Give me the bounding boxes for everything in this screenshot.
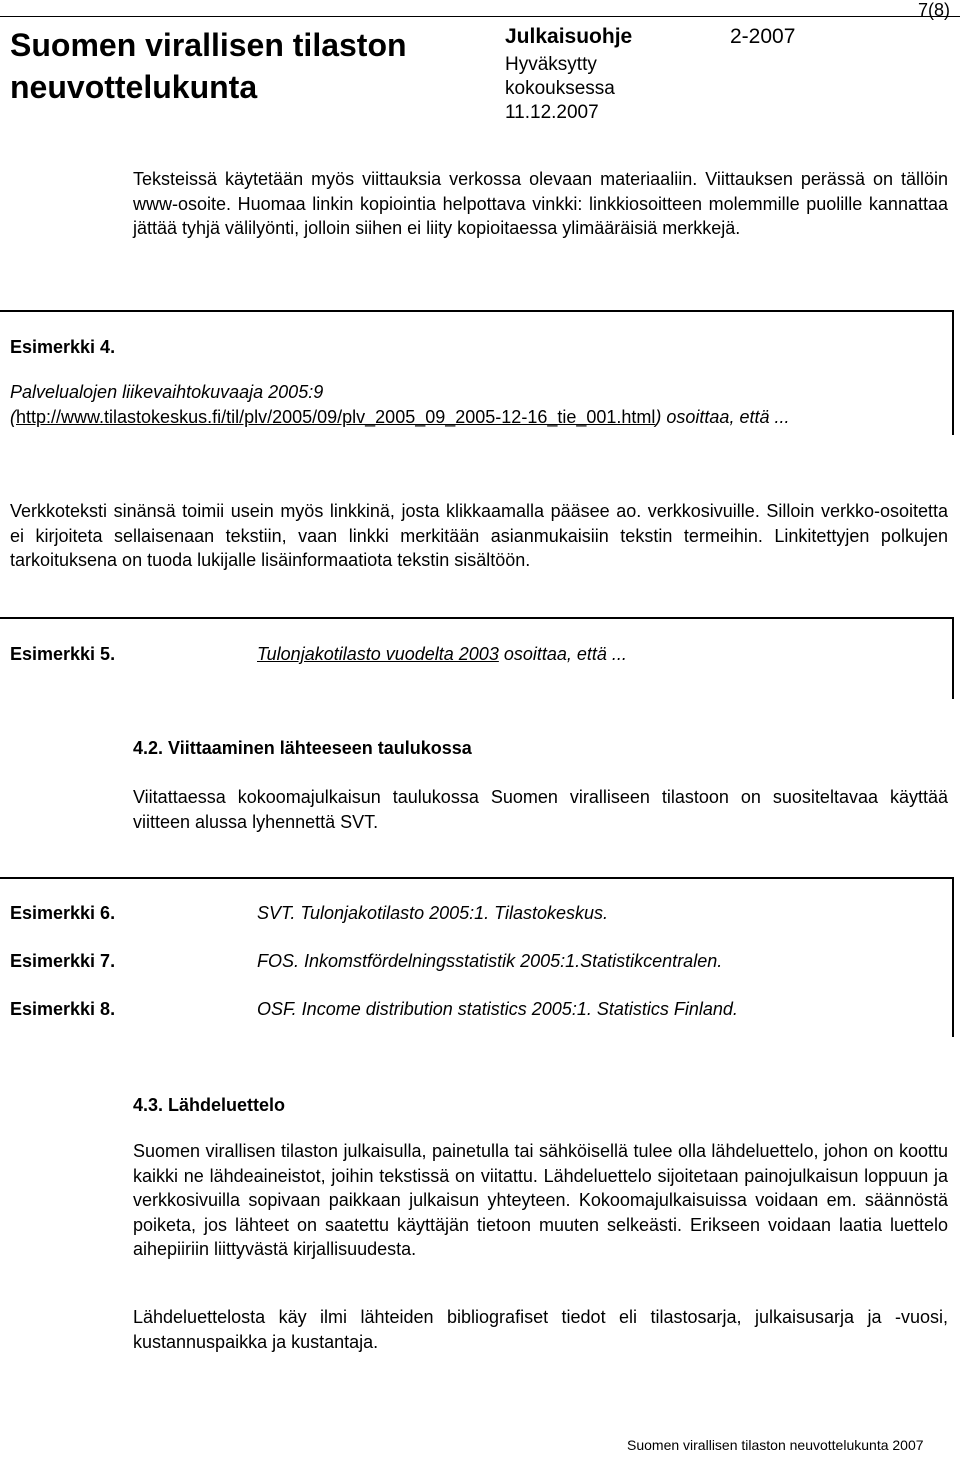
section-4-2-paragraph: Viitattaessa kokoomajulkaisun taulukossa Suomen viralliseen tilastoon on suositeltavaa käyttää viitteen alussa lyhennettä SVT. (133, 787, 948, 832)
section-4-2-heading: 4.2. Viittaaminen lähteeseen taulukossa (133, 738, 472, 758)
approval-note: Hyväksytty kokouksessa 11.12.2007 (505, 54, 615, 123)
example7-text: FOS. Inkomstfördelningsstatistik 2005:1.Statistikcentralen. (257, 951, 723, 971)
example5-box-side (952, 617, 954, 699)
examples-box-side (952, 877, 954, 1037)
document-number: 2-2007 (730, 25, 796, 48)
section-4-3-heading: 4.3. Lähdeluettelo (133, 1095, 286, 1115)
example5-link[interactable]: Tulonjakotilasto vuodelta 2003 (257, 644, 499, 664)
example5-reference (257, 644, 627, 665)
example7-label: Esimerkki 7. (10, 951, 116, 971)
example4-reference (10, 407, 789, 428)
organization-title: Suomen virallisen tilaston neuvottelukunta (10, 27, 407, 105)
page-number: 7(8) (918, 0, 951, 20)
example8-label: Esimerkki 8. (10, 999, 116, 1019)
intro-paragraph: Teksteissä käytetään myös viittauksia verkossa olevaan materiaaliin. Viittauksen perässä on tällöin www-osoite. Huomaa linkin kopiointia helpottava vinkki: linkkiosoitteen molemmille puolille kannattaa jättää tyhjä välilyönti, jolloin siihen ei liity kopioitaessa ylimääräisiä merkkejä. (133, 169, 948, 238)
document-type: Julkaisuohje (505, 25, 633, 48)
section-4-3-paragraph-1: Suomen virallisen tilaston julkaisulla, painetulla tai sähköisellä tulee olla lähdeluettelo, johon on koottu kaikki ne lähdeaineistot, joihin tekstissä on viitattu. Lähdeluettelo sijoitetaan painojulkaisun loppuun ja verkkosivuilla sopivaan paikkaan julkaisun yhteyteen. Kokoomajulkaisuissa voidaan em. säännöstä poiketa, jos lähteet on saatettu käyttäjän tietoon muuten selkeästi. Erikseen voidaan laatia luettelo aihepiiriin liittyvästä kirjallisuudesta. (133, 1141, 948, 1259)
example8-text: OSF. Income distribution statistics 2005:1. Statistics Finland. (257, 999, 738, 1019)
example6-label: Esimerkki 6. (10, 903, 116, 923)
examples-box-top (0, 877, 954, 879)
example4-url-link[interactable]: http://www.tilastokeskus.fi/til/plv/2005/09/plv_2005_09_2005-12-16_tie_001.html (16, 407, 656, 427)
example5-label: Esimerkki 5. (10, 644, 116, 664)
example6-text: SVT. Tulonjakotilasto 2005:1. Tilastokeskus. (257, 903, 609, 923)
example4-open-paren: ( (10, 407, 16, 427)
example4-box-side (952, 310, 954, 435)
footer: Suomen virallisen tilaston neuvottelukunta 2007 (627, 1437, 924, 1453)
example4-title: Palvelualojen liikevaihtokuvaaja 2005:9 (10, 382, 324, 402)
example5-box-top (0, 617, 954, 619)
link-paragraph: Verkkoteksti sinänsä toimii usein myös linkkinä, josta klikkaamalla pääsee ao. verkkosivuille. Silloin verkko-osoitetta ei kirjoiteta sellaisenaan tekstiin, vaan linkki merkitään asianmukaisiin tekstin termeihin. Linkitettyjen polkujen tarkoituksena on tuoda lukijalle lisäinformaatiota tekstin sisältöön. (10, 501, 948, 570)
example5-tail: osoittaa, että ... (498, 644, 627, 664)
section-4-3-paragraph-2: Lähdeluettelosta käy ilmi lähteiden bibliografiset tiedot eli tilastosarja, julkaisusarja ja -vuosi, kustannuspaikka ja kustantaja. (133, 1307, 948, 1352)
example4-tail: ) osoittaa, että ... (655, 407, 790, 427)
example4-box-top (0, 310, 954, 312)
example4-label: Esimerkki 4. (10, 337, 116, 357)
header-rule (0, 16, 960, 17)
